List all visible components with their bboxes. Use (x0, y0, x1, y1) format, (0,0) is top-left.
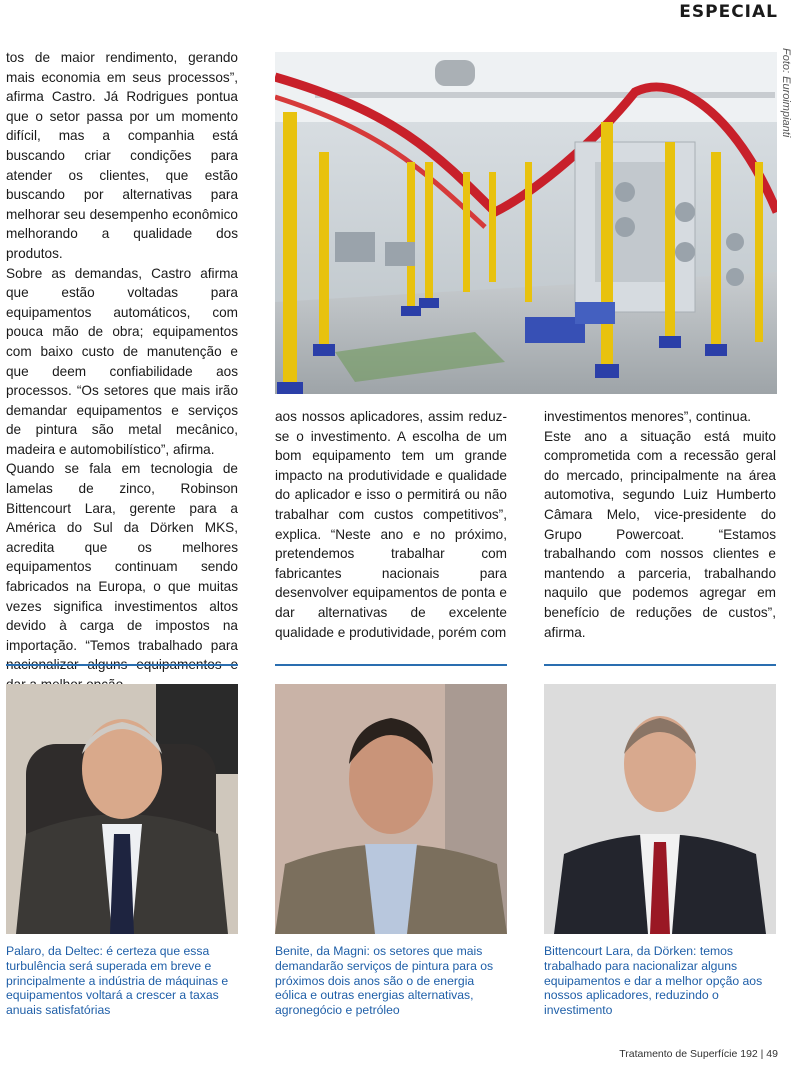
paragraph: Sobre as demandas, Castro afirma que estão voltadas para equipamentos automáticos, com pouca mão de obra; equipamentos com baixo custo de manutenção e que deem confiabilidade aos processos. “Os setores que mais irão demandar equipamentos e serviços de pintura são metal mecânico, madeira e automobilístico”, afirma. (6, 265, 238, 457)
portrait-photo-benite (275, 684, 507, 934)
paragraph: Quando se fala em tecnologia de lamelas de zinco, Robinson Bittencourt Lara, gerente para a América do Sul da Dörken MKS, acredita que os melhores equipamentos continuam sendo fabricados na Europa, o que muitas vezes significa investimentos altos devido à carga de impostos na importação. “Temos trabalhado para (6, 461, 238, 653)
hero-photo (275, 52, 777, 394)
photo-caption: Bittencourt Lara, da Dörken: temos trabalhado para nacionalizar alguns equipamentos e dar a melhor opção aos nossos aplicadores, reduzindo o investimento (544, 944, 763, 1018)
paragraph: investimentos menores”, continua. (544, 409, 752, 424)
divider-rule (544, 664, 776, 666)
article-column-2 (275, 407, 507, 642)
photo-credit: Foto: Euroimpianti (780, 48, 792, 138)
photo-caption: Palaro, da Deltec: é certeza que essa turbulência será superada em breve e principalmente a indústria de máquinas e equipamentos voltará a crescer a taxas anuais satisfatórias (6, 944, 229, 1018)
paragraph: tos de maior rendimento, gerando mais economia em seus processos”, afirma Castro. Já Rodrigues pontua que o setor passa por um momento difícil, mas a companhia está buscando criar condições para atender os clientes, que estão buscando por alternativas para melhorar seu desempenho econômico melhorando a qualidade dos produtos. (6, 50, 238, 261)
article-column-1 (6, 48, 238, 695)
divider-rule (275, 664, 507, 666)
page-footer: Tratamento de Superfície 192 | 49 (619, 1048, 778, 1060)
portrait-photo-bittencourt-lara (544, 684, 776, 934)
divider-rule (6, 664, 238, 666)
section-label: ESPECIAL (679, 2, 778, 22)
paragraph: aos nossos aplicadores, assim reduz-se o investimento. A escolha de um bom equipamento tem um grande impacto na produtividade e qualidade do aplicador e isso o permitirá ou não trabalhar com custos competitivos”, explica. “Neste ano e no próximo, pretendemos trabalhar com fabricantes nacionais para desenvolver equipamentos de ponta e dar alternativas de excelente qualidade e produtividade, porém com (275, 409, 507, 640)
photo-caption: Benite, da Magni: os setores que mais demandarão serviços de pintura para os próximos dois anos são o de energia eólica e outras energias alternativas, agronegócio e petróleo (275, 944, 494, 1018)
portrait-photo-palaro (6, 684, 238, 934)
paragraph: Este ano a situação está muito comprometida com a recessão geral do mercado, principalmente na área automotiva, segundo Luiz Humberto Câmara Melo, vice-presidente do Grupo Powercoat. “Estamos trabalhando com nossos clientes e mantendo a parceria, trabalhando naquilo que podemos agregar em benefício de reduções de custos”, afirma. (544, 428, 776, 640)
article-column-3 (544, 407, 776, 642)
